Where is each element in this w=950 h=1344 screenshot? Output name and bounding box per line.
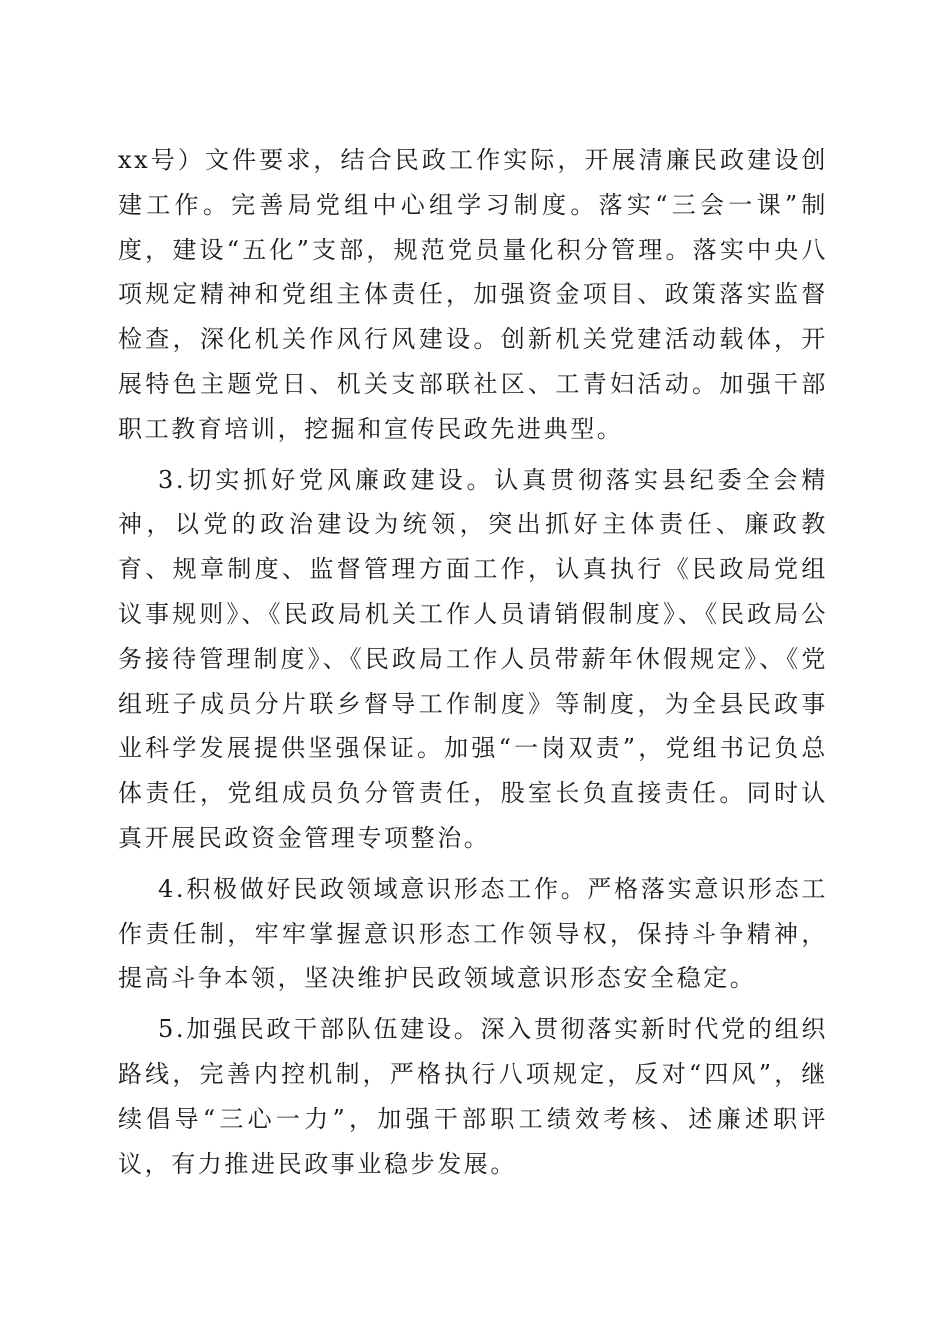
paragraph-item-3: 3.切实抓好党风廉政建设。认真贯彻落实县纪委全会精神，以党的政治建设为统领，突出抓好主体责任、廉政教育、规章制度、监督管理方面工作，认真执行《民政局党组议事规则》、《民政局机关工作人员请销假制度》、《民政局公务接待管理制度》、《民政局工作人员带薪年休假规定》、《党组班子成员分片联乡督导工作制度》等制度，为全县民政事业科学发展提供坚强保证。加强“一岗双责”，党组书记负总体责任，党组成员负分管责任，股室长负直接责任。同时认真开展民政资金管理专项整治。 xyxy=(118,465,828,852)
document-body xyxy=(118,138,828,1192)
paragraph-item-4: 4.积极做好民政领域意识形态工作。严格落实意识形态工作责任制，牢牢掌握意识形态工作领导权，保持斗争精神，提高斗争本领，坚决维护民政领域意识形态安全稳定。 xyxy=(118,874,828,993)
paragraph-item-5: 5.加强民政干部队伍建设。深入贯彻落实新时代党的组织路线，完善内控机制，严格执行八项规定，反对“四风”，继续倡导“三心一力”，加强干部职工绩效考核、述廉述职评议，有力推进民政事业稳步发展。 xyxy=(118,1015,828,1178)
paragraph-continuation: xx号）文件要求，结合民政工作实际，开展清廉民政建设创建工作。完善局党组中心组学习制度。落实“三会一课”制度，建设“五化”支部，规范党员量化积分管理。落实中央八项规定精神和党组主体责任，加强资金项目、政策落实监督检查，深化机关作风行风建设。创新机关党建活动载体，开展特色主题党日、机关支部联社区、工青妇活动。加强干部职工教育培训，挖掘和宣传民政先进典型。 xyxy=(118,146,828,443)
